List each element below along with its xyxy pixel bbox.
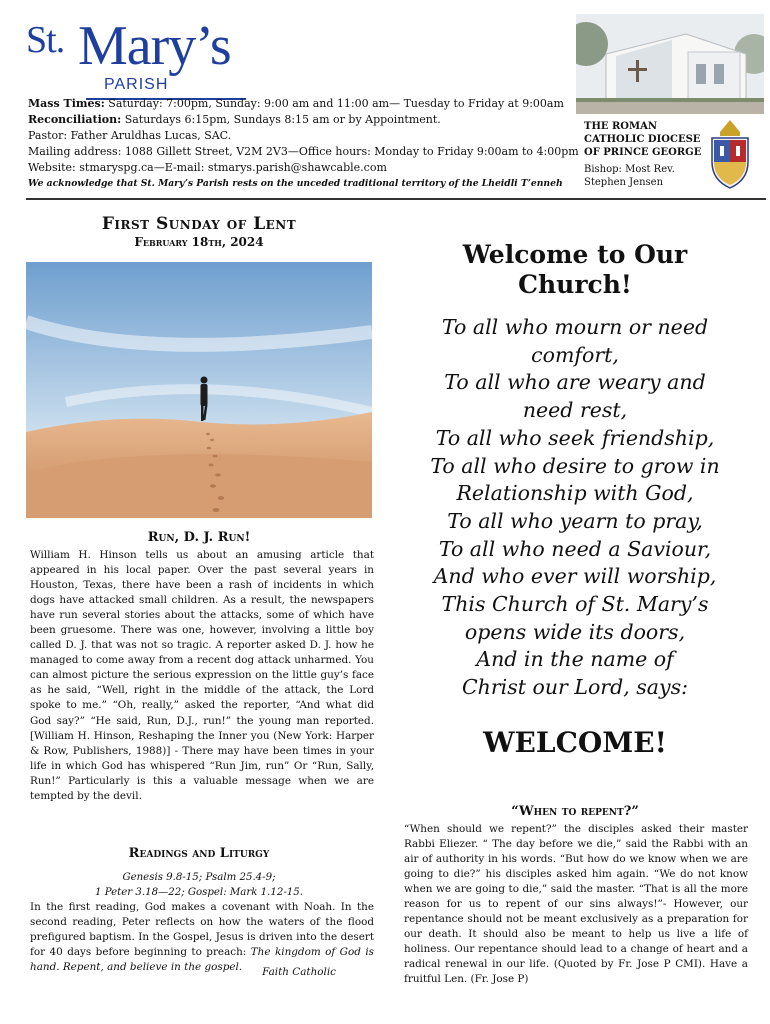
poem-line: need rest, bbox=[522, 398, 628, 423]
reconciliation bbox=[28, 112, 588, 128]
logo-st: St. bbox=[26, 19, 65, 61]
poem-line: And in the name of bbox=[476, 647, 674, 672]
diocese-line-2: CATHOLIC DIOCESE bbox=[584, 134, 701, 145]
bishop-line-2: Stephen Jensen bbox=[584, 177, 664, 188]
diocese-line-3: OF PRINCE GEORGE bbox=[584, 147, 702, 158]
logo-parish: PARISH bbox=[104, 76, 169, 93]
poem-line: To all who mourn or need bbox=[441, 315, 709, 339]
mass-times bbox=[28, 96, 588, 112]
readings-title: Readings and Liturgy bbox=[128, 846, 270, 861]
church-photo bbox=[576, 14, 764, 114]
reconciliation-value: Saturdays 6:15pm, Sundays 8:15 am or by Appointment. bbox=[121, 113, 441, 126]
website-email: Website: stmaryspg.ca—E-mail: stmarys.parish@shawcable.com bbox=[28, 161, 387, 174]
header-divider bbox=[26, 198, 766, 200]
land-acknowledgement: We acknowledge that St. Mary’s Parish rests on the unceded traditional territory of the Lheidli T’enneh bbox=[28, 178, 563, 189]
parish-logo bbox=[26, 12, 231, 97]
readings-ref-2: 1 Peter 3.18—22; Gospel: Mark 1.12-15. bbox=[95, 887, 303, 898]
mass-times-label: Mass Times: bbox=[28, 97, 105, 110]
poem-line: To all who are weary and bbox=[444, 370, 706, 395]
sunday-date: February 18th, 2024 bbox=[134, 235, 264, 249]
poem-line: To all who desire to grow in bbox=[430, 453, 720, 478]
poem-line: And who ever will worship, bbox=[433, 564, 717, 589]
readings-text: In the first reading, God makes a covenant with Noah. In the second reading, Peter reflects on how the waters of the flood prefigured baptism. In the Gospel, Jesus is driven into the desert for 40 days before beginning to preach: bbox=[30, 901, 374, 958]
reconciliation-label: Reconciliation: bbox=[28, 113, 122, 126]
welcome-heading bbox=[408, 240, 742, 300]
repent-title: “When to repent?” bbox=[511, 804, 639, 819]
readings-ref-1: Genesis 9.8-15; Psalm 25.4-9; bbox=[122, 872, 276, 883]
bishop-line-1: Bishop: Most Rev. bbox=[584, 164, 675, 175]
poem-line: Relationship with God, bbox=[456, 481, 694, 506]
poem-line: This Church of St. Mary’s bbox=[441, 592, 709, 617]
poem-line: opens wide its doors, bbox=[464, 619, 686, 644]
mass-times-value: Saturday: 7:00pm, Sunday: 9:00 am and 11:00 am— Tuesday to Friday at 9:00am bbox=[104, 97, 564, 110]
poem-line: To all who seek friendship, bbox=[435, 425, 715, 450]
poem-line: comfort, bbox=[531, 342, 619, 367]
readings-references bbox=[26, 870, 372, 900]
poem-line: Christ our Lord, says: bbox=[461, 675, 689, 700]
repent-article: “When should we repent?” the disciples asked their master Rabbi Eliezer. “ The day before we die,” said the Rabbi with an air of authority in his words. “But how do we know when we are going to die?” his disciples asked him again. “We do not know when we are going to die,” said the master. “That is all the more reason for us to repent of our sins always!”- However, our repentance should not be meant exclusively as a preparation for our death. It should also be meant to help us live a life of holiness. Our repentance should lead to a change of heart and a radical renewal in our life. (Quoted by Fr. Jose P CMI). Have a fruitful Len. (Fr. Jose P) bbox=[404, 823, 748, 986]
welcome-heading-line-1: Welcome to Our bbox=[462, 240, 688, 269]
poem-line: To all who yearn to pray, bbox=[447, 508, 703, 533]
poem-line: To all who need a Saviour, bbox=[438, 536, 712, 561]
diocese-crest-icon bbox=[702, 118, 758, 190]
run-dj-title: Run, D. J. Run! bbox=[147, 530, 251, 545]
parish-info bbox=[28, 96, 588, 192]
welcome-heading-line-2: Church! bbox=[518, 270, 632, 299]
diocese-line-1: THE ROMAN bbox=[584, 121, 657, 132]
desert-walker-image bbox=[26, 262, 372, 518]
sunday-title: First Sunday of Lent bbox=[101, 214, 297, 234]
readings-source: Faith Catholic bbox=[262, 966, 336, 978]
mailing-address: Mailing address: 1088 Gillett Street, V2M 2V3—Office hours: Monday to Friday 9:00am to 4:00pm bbox=[28, 145, 579, 158]
logo-marys: Mary’s bbox=[78, 15, 231, 77]
welcome-poem bbox=[400, 314, 750, 702]
readings-quote: The kingdom of God is hand. Repent, and believe in the gospel. bbox=[30, 946, 374, 973]
pastor: Pastor: Father Aruldhas Lucas, SAC. bbox=[28, 129, 232, 142]
welcome-banner: WELCOME! bbox=[483, 726, 667, 759]
readings-summary bbox=[30, 900, 374, 975]
run-dj-article: William H. Hinson tells us about an amusing article that appeared in his local paper. Over the past several years in Houston, Texas, there have been a rash of incidents in which dogs have attacked small children. As a result, the newspapers have run several stories about the attacks, some of which have been gruesome. There was one, however, involving a little boy called D. J. that was not so tragic. A reporter asked D. J. how he managed to come away from a recent dog attack unharmed. You can almost picture the serious expression on the little guy’s face as he said, “Well, right in the middle of the attack, the Lord spoke to me.” “Oh, really,” asked the reporter, “And what did God say?” “He said, Run, D.J., run!” the young man reported. [William H. Hinson, Reshaping the Inner you (New York: Harper & Row, Publishers, 1988)] - There may have been times in your life in which God has whispered “Run Jim, run” Or “Run, Sally, Run!” Particularly is this a valuable message when we are tempted by the devil. bbox=[30, 549, 374, 802]
